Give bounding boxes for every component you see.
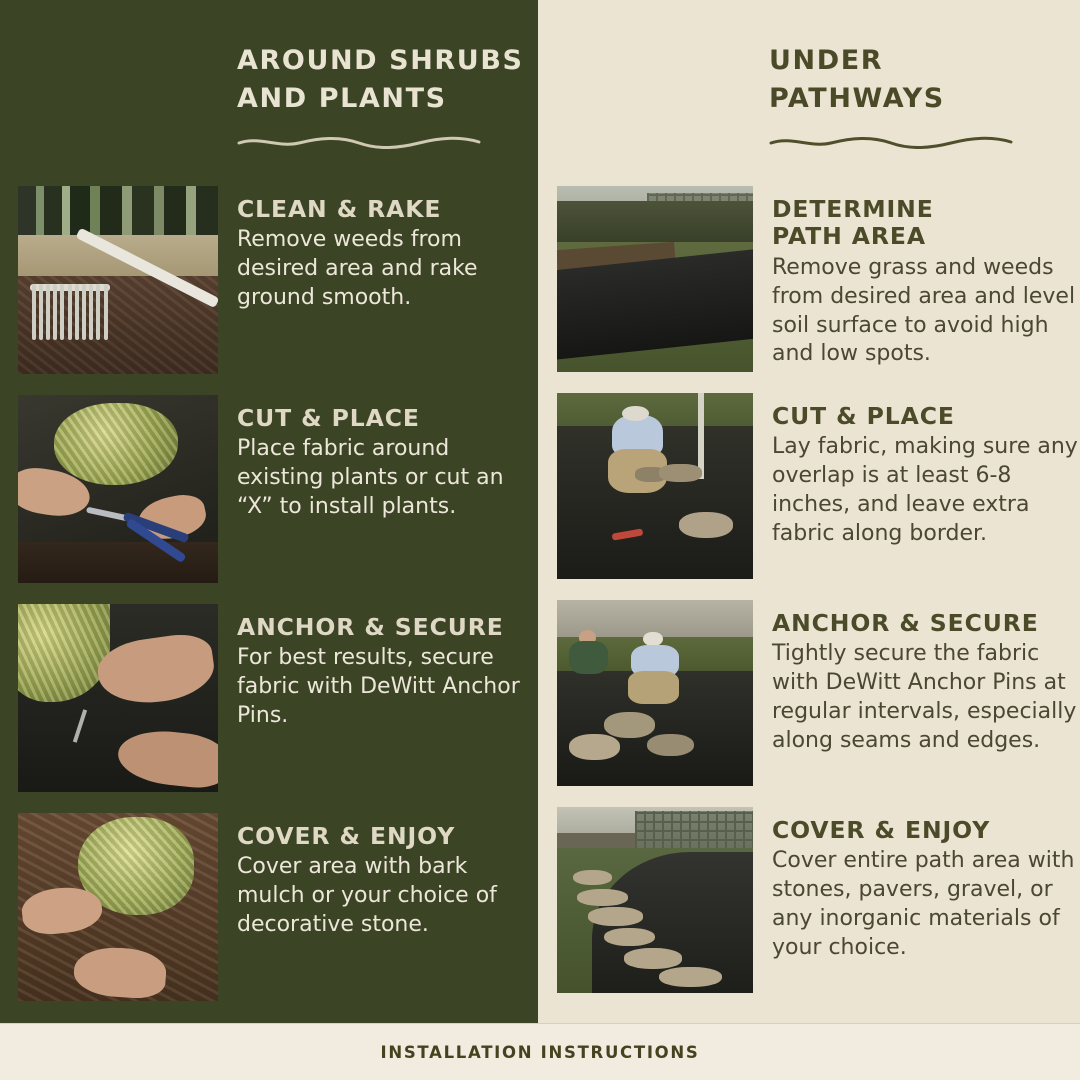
step-text: [218, 186, 538, 313]
list-item: [0, 186, 538, 374]
list-item: [538, 186, 1080, 372]
list-item: [538, 807, 1080, 993]
right-column-title-line1: UNDER: [769, 45, 884, 76]
right-steps-list: [538, 186, 1080, 1014]
step-text: [753, 807, 1080, 963]
list-item: [0, 813, 538, 1001]
list-item: [0, 604, 538, 792]
step-body: Remove weeds from desired area and rake ground smooth.: [237, 227, 478, 311]
photo-fabric-roll-on-lawn-by-fence: [557, 186, 753, 372]
left-column-header: [0, 42, 538, 149]
list-item: [0, 395, 538, 583]
column-around-shrubs-and-plants: [0, 0, 538, 1023]
step-title: CUT & PLACE: [772, 402, 955, 430]
step-text: [753, 600, 1080, 756]
photo-hands-spreading-bark-mulch: [18, 813, 218, 1001]
footer-label: INSTALLATION INSTRUCTIONS: [380, 1042, 700, 1062]
step-title: CLEAN & RAKE: [237, 195, 442, 223]
photo-worker-laying-fabric-with-stones: [557, 393, 753, 579]
right-divider-squiggle: [769, 135, 1013, 149]
right-column-title-line2: PATHWAYS: [769, 83, 945, 115]
step-body: Remove grass and weeds from desired area and level soil surface to avoid high and low spots.: [772, 254, 1076, 367]
right-column-header: [538, 42, 1080, 149]
list-item: [538, 600, 1080, 786]
step-body: Cover entire path area with stones, pavers, gravel, or any inorganic materials of your choice.: [772, 848, 1075, 960]
list-item: [538, 393, 1080, 579]
column-under-pathways: [538, 0, 1080, 1023]
step-title: ANCHOR & SECURE: [237, 613, 504, 641]
step-title: [772, 196, 1080, 251]
step-title-line1: DETERMINE: [772, 195, 934, 223]
step-body: For best results, secure fabric with DeWitt Anchor Pins.: [237, 645, 520, 729]
photo-two-workers-placing-stones: [557, 600, 753, 786]
step-title-line2: PATH AREA: [772, 222, 926, 251]
photo-hand-inserting-anchor-pin: [18, 604, 218, 792]
step-text: [218, 604, 538, 731]
step-text: [218, 395, 538, 522]
step-text: [218, 813, 538, 940]
step-title: CUT & PLACE: [237, 404, 420, 432]
step-title: COVER & ENJOY: [237, 822, 456, 850]
left-column-title-line1: AROUND SHRUBS: [237, 45, 524, 76]
footer-bar: [0, 1023, 1080, 1080]
step-text: [753, 186, 1080, 369]
photo-hands-cutting-fabric-with-scissors: [18, 395, 218, 583]
left-divider-squiggle: [237, 135, 481, 149]
photo-rake-on-mulch: [18, 186, 218, 374]
step-body: Lay fabric, making sure any overlap is at least 6-8 inches, and leave extra fabric along border.: [772, 434, 1078, 546]
left-column-title: [237, 42, 538, 119]
step-title: ANCHOR & SECURE: [772, 609, 1039, 637]
step-body: Cover area with bark mulch or your choice of decorative stone.: [237, 854, 497, 938]
step-body: Tightly secure the fabric with DeWitt Anchor Pins at regular intervals, especially along seams and edges.: [772, 641, 1077, 753]
right-column-title: [769, 42, 1080, 119]
step-title: COVER & ENJOY: [772, 816, 991, 844]
left-steps-list: [0, 186, 538, 1022]
step-body: Place fabric around existing plants or cut an “X” to install plants.: [237, 436, 504, 520]
left-column-title-line2: AND PLANTS: [237, 83, 447, 115]
step-text: [753, 393, 1080, 549]
photo-finished-stone-pathway: [557, 807, 753, 993]
